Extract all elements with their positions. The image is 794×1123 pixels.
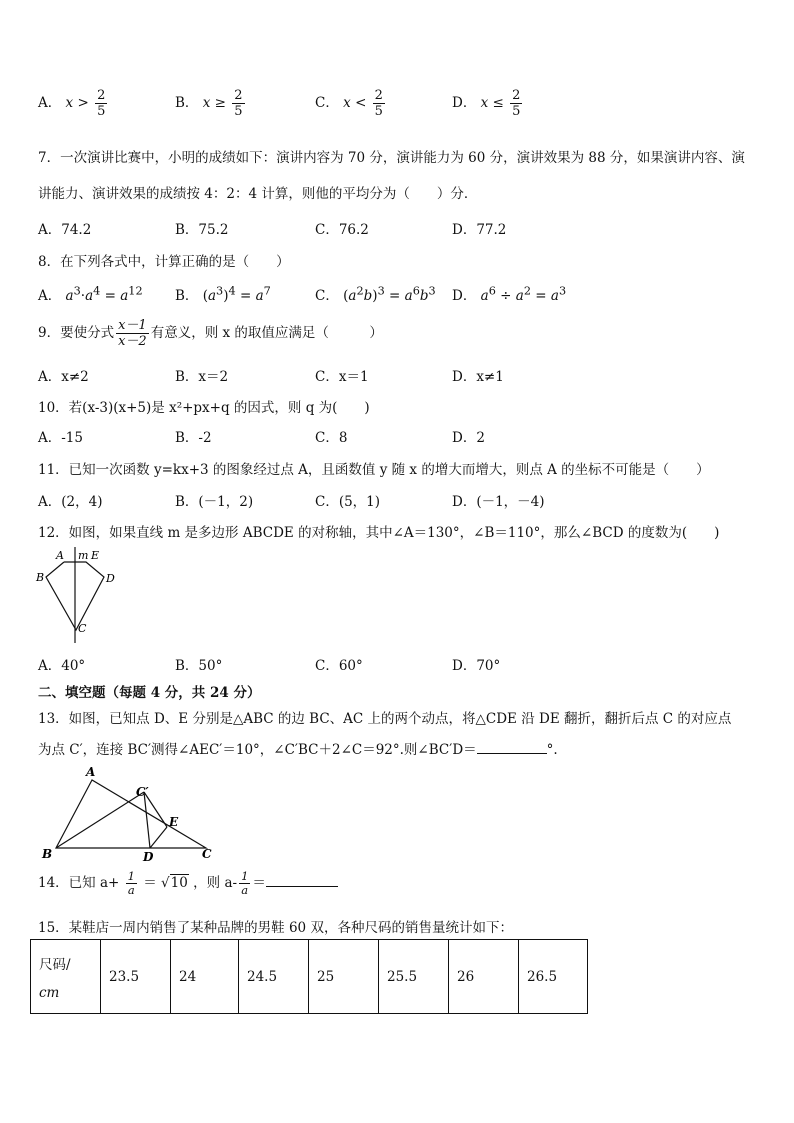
q9-option-d: D．x≠1 bbox=[452, 369, 504, 385]
q14-stem: 14．已知 a+ $\frac{1}{a}$ ＝ √10 ，则 a- $\frac{1}{a}$ ＝ bbox=[38, 870, 338, 897]
q10-option-c: C．8 bbox=[315, 430, 348, 446]
label-c-prime: C′ bbox=[136, 785, 149, 799]
q12-pentagon-figure bbox=[36, 547, 136, 647]
q6-option-b: B． x ≥ $\frac{2}{5}$ bbox=[175, 88, 243, 119]
size-cell: 25 bbox=[309, 940, 379, 1014]
size-header-cell: 尺码/ cm bbox=[31, 940, 101, 1014]
q7-stem-line2: 讲能力、演讲效果的成绩按 4：2：4 计算，则他的平均分为（ ）分． bbox=[38, 186, 478, 202]
q8-option-d: D． $a^6 \div a^2 = a^3$ bbox=[452, 284, 567, 304]
q11-option-d: D．(－1，－4) bbox=[452, 494, 545, 510]
q9-option-a: A．x≠2 bbox=[38, 369, 89, 385]
q7-stem-line1: 7．一次演讲比赛中，小明的成绩如下：演讲内容为 70 分，演讲能力为 60 分，演讲效果为 88 分，如果演讲内容、演 bbox=[38, 150, 745, 166]
q10-option-b: B．-2 bbox=[175, 430, 212, 446]
q12-option-b: B．50° bbox=[175, 658, 223, 674]
q15-stem: 15．某鞋店一周内销售了某种品牌的男鞋 60 双，各种尺码的销售量统计如下： bbox=[38, 920, 513, 936]
q6-option-c: C． x < $\frac{2}{5}$ bbox=[315, 88, 383, 119]
label-a: A bbox=[56, 549, 64, 562]
q14-answer-blank[interactable] bbox=[266, 886, 338, 887]
q6-option-a: A． x > $\frac{2}{5}$ bbox=[38, 88, 106, 119]
q13-stem-line2: 为点 C′，连接 BC′测得∠AEC′＝10°，∠C′BC＋2∠C＝92°.则∠BC′D＝ °. bbox=[38, 742, 558, 758]
q13-answer-blank[interactable] bbox=[477, 753, 547, 754]
q12-stem: 12．如图，如果直线 m 是多边形 ABCDE 的对称轴，其中∠A＝130°，∠B＝110°，那么∠BCD 的度数为( ) bbox=[38, 525, 720, 541]
label-d: D bbox=[143, 850, 154, 864]
size-cell: 25.5 bbox=[379, 940, 449, 1014]
size-cell: 24.5 bbox=[239, 940, 309, 1014]
label-c: C bbox=[202, 847, 212, 861]
q8-option-c: C． $(a^2b)^3 = a^6b^3$ bbox=[315, 284, 436, 304]
label-e: E bbox=[169, 815, 179, 829]
q8-stem: 8．在下列各式中，计算正确的是（ ） bbox=[38, 254, 290, 270]
label-e: E bbox=[91, 549, 100, 562]
q7-option-b: B．75.2 bbox=[175, 222, 229, 238]
q10-stem: 10．若(x-3)(x+5)是 x²+px+q 的因式，则 q 为( ) bbox=[38, 400, 370, 416]
q11-stem: 11．已知一次函数 y=kx+3 的图象经过点 A，且函数值 y 随 x 的增大而增大，则点 A 的坐标不可能是（ ） bbox=[38, 462, 710, 478]
label-c: C bbox=[78, 622, 87, 635]
q13-stem-line1: 13．如图，已知点 D、E 分别是△ABC 的边 BC、AC 上的两个动点，将△CDE 沿 DE 翻折，翻折后点 C 的对应点 bbox=[38, 711, 732, 727]
label-d: D bbox=[106, 572, 115, 585]
q6-option-d: D． x ≤ $\frac{2}{5}$ bbox=[452, 88, 521, 119]
q7-option-a: A．74.2 bbox=[38, 222, 92, 238]
q9-option-b: B．x＝2 bbox=[175, 369, 229, 385]
triangle-abc bbox=[56, 780, 206, 848]
size-cell: 26 bbox=[449, 940, 519, 1014]
q10-option-a: A．-15 bbox=[38, 430, 83, 446]
shoe-size-table bbox=[30, 939, 588, 1014]
q7-option-d: D．77.2 bbox=[452, 222, 507, 238]
size-cell: 26.5 bbox=[519, 940, 588, 1014]
segment-bc1 bbox=[56, 792, 144, 848]
q9-stem: 9．要使分式 $\frac{x-1}{x-2}$ 有意义，则 x 的取值应满足（ ） bbox=[38, 318, 383, 349]
label-b: B bbox=[42, 847, 53, 861]
label-b: B bbox=[36, 571, 45, 584]
size-cell: 24 bbox=[171, 940, 239, 1014]
label-m: m bbox=[78, 549, 89, 562]
q13-triangle-figure bbox=[40, 765, 220, 864]
q11-option-b: B．(－1，2) bbox=[175, 494, 254, 510]
table-row bbox=[31, 940, 588, 1014]
q10-option-d: D．2 bbox=[452, 430, 485, 446]
segment-de bbox=[150, 827, 167, 848]
q12-option-a: A．40° bbox=[38, 658, 86, 674]
section-title-fill-in: 二、填空题（每题 4 分，共 24 分） bbox=[38, 685, 261, 701]
q11-option-c: C．(5，1) bbox=[315, 494, 381, 510]
q7-option-c: C．76.2 bbox=[315, 222, 369, 238]
label-a: A bbox=[86, 765, 96, 779]
q8-option-a: A． $a^3\cdot a^4 = a^{12}$ bbox=[38, 284, 143, 304]
size-cell: 23.5 bbox=[101, 940, 171, 1014]
q9-option-c: C．x＝1 bbox=[315, 369, 369, 385]
q11-option-a: A．(2，4) bbox=[38, 494, 103, 510]
q12-option-d: D．70° bbox=[452, 658, 501, 674]
q8-option-b: B． $(a^3)^4 = a^7$ bbox=[175, 284, 271, 304]
q12-option-c: C．60° bbox=[315, 658, 363, 674]
